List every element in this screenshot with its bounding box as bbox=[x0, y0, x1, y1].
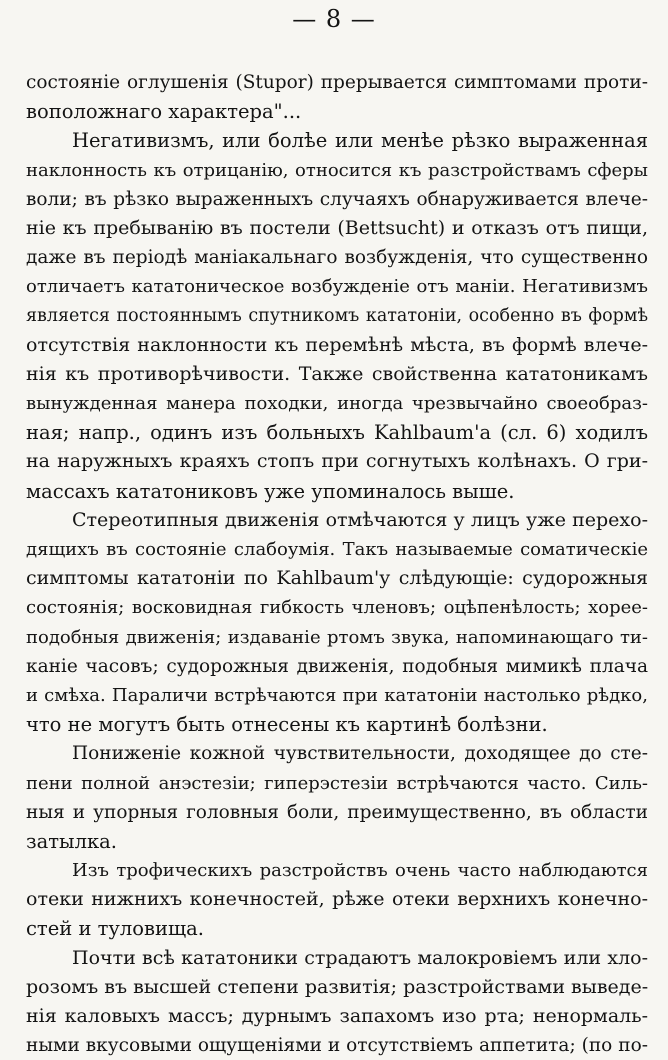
text-line: Изъ трофическихъ разстройствъ очень часто наблюдаются bbox=[72, 860, 648, 882]
text-line: ная; напр., одинъ изъ больныхъ Kahlbaum'a (сл. 6) ходилъ bbox=[26, 421, 648, 445]
text-line: Пониженіе кожной чувствительности, доходящее до сте- bbox=[72, 743, 648, 765]
text-line: и смѣха. Параличи встрѣчаются при кататоніи настолько рѣдко, bbox=[26, 684, 648, 706]
text-line: отличаетъ кататоническое возбужденіе отъ маніи. Негативизмъ bbox=[26, 276, 648, 298]
text-line: розомъ въ высшей степени развитія; разстройствами выведе- bbox=[26, 975, 648, 998]
text-line: стей и туловища. bbox=[26, 917, 204, 941]
body-text bbox=[26, 68, 648, 1060]
text-line: состояніе оглушенія (Stupor) прерывается симптомами проти- bbox=[26, 72, 648, 93]
text-line: отсутствія наклонности къ перемѣнѣ мѣста, въ формѣ влече- bbox=[26, 333, 648, 356]
text-line: состоянія; восковидная гибкость членовъ; оцѣпенѣлость; хорее- bbox=[26, 597, 648, 619]
text-line: дящихъ въ состояніе слабоумія. Такъ называемые соматическіе bbox=[26, 539, 648, 560]
text-line: подобныя движенія; издаваніе ртомъ звука, напоминающаго ти- bbox=[26, 626, 648, 648]
text-line: воли; въ рѣзко выраженныхъ случаяхъ обнаруживается влече- bbox=[26, 188, 648, 210]
text-line: ніе къ пребыванію въ постели (Bettsucht) и отказъ отъ пищи, bbox=[26, 216, 648, 239]
text-line: воположнаго характера"... bbox=[26, 100, 302, 124]
text-line: затылка. bbox=[26, 829, 117, 853]
text-line: Почти всѣ кататоники страдаютъ малокровіемъ или хло- bbox=[72, 946, 648, 969]
text-line: ныя и упорныя головныя боли, преимущественно, въ области bbox=[26, 801, 648, 823]
text-line: что не могутъ быть отнесены къ картинѣ болѣзни. bbox=[26, 713, 548, 737]
text-line: вынужденная манера походки, иногда чрезвычайно своеобраз- bbox=[26, 393, 648, 415]
text-line: Негативизмъ, или болѣе или менѣе рѣзко выраженная bbox=[72, 129, 648, 153]
text-line: Стереотипныя движенія отмѣчаются у лицъ уже перехо- bbox=[72, 508, 648, 531]
text-line: является постояннымъ спутникомъ кататоніи, особенно въ формѣ bbox=[26, 305, 648, 326]
text-line: массахъ кататониковъ уже упоминалось выше. bbox=[26, 479, 515, 503]
text-line: на наружныхъ краяхъ стопъ при согнутыхъ колѣнахъ. О гри- bbox=[26, 450, 648, 473]
text-line: каніе часовъ; судорожныя движенія, подобныя мимикѣ плача bbox=[26, 655, 648, 677]
text-line: наклонность къ отрицанію, относится къ разстройствамъ сферы bbox=[26, 159, 648, 181]
text-line: отеки нижнихъ конечностей, рѣже отеки верхнихъ конечно- bbox=[26, 888, 648, 911]
text-line: нія къ противорѣчивости. Также свойственна кататоникамъ bbox=[26, 362, 648, 385]
page-number: — 8 — bbox=[292, 5, 376, 33]
text-line: нія каловыхъ массъ; дурнымъ запахомъ изо рта; ненормаль- bbox=[26, 1005, 648, 1027]
text-line: пени полной анэстезіи; гиперэстезіи встрѣчаются часто. Силь- bbox=[26, 772, 648, 794]
text-line: ными вкусовыми ощущеніями и отсутствіемъ аппетита; (по по- bbox=[26, 1035, 648, 1057]
text-line: даже въ періодѣ маніакальнаго возбужденія, что существенно bbox=[26, 247, 648, 269]
text-line: симптомы кататоніи по Kahlbaum'у слѣдующіе: судорожныя bbox=[26, 567, 648, 590]
